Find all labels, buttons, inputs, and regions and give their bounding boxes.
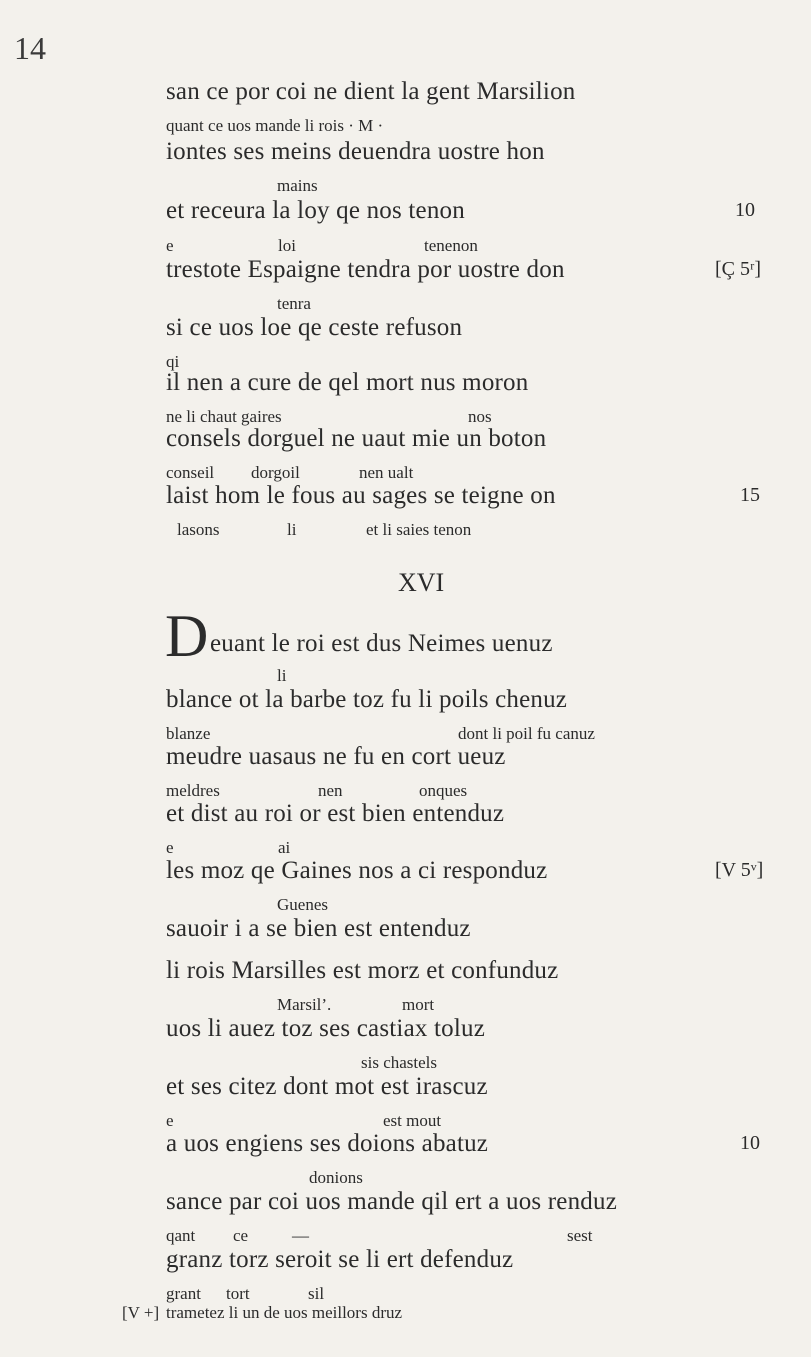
variant: dont li poil fu canuz — [458, 724, 595, 743]
variant: ai — [278, 838, 291, 857]
verse-line: consels dorguel ne uaut mie un boton — [166, 425, 547, 452]
variant: ce — [233, 1226, 249, 1245]
variant: nen ualt — [359, 463, 414, 482]
verse-line: meudre uasaus ne fu en cort ueuz — [166, 743, 506, 770]
variant: lasons — [177, 520, 220, 539]
verse-line: il nen a cure de qel mort nus moron — [166, 369, 529, 396]
variant: quant ce uos mande li rois · M · — [166, 116, 384, 135]
variant: mains — [277, 176, 318, 195]
verse-line: si ce uos loe qe ceste refuson — [166, 314, 463, 341]
variant: meldres — [166, 781, 220, 800]
verse-line: sance par coi uos mande qil ert a uos renduz — [166, 1188, 617, 1215]
verse-line: les moz qe Gaines nos a ci responduz — [166, 857, 548, 884]
variant: blanze — [166, 724, 211, 743]
verse-line: a uos engiens ses doions abatuz — [166, 1130, 489, 1157]
variant: li — [277, 666, 287, 685]
variant: et li saies tenon — [366, 520, 472, 539]
verse-line: et dist au roi or est bien entenduz — [166, 800, 505, 827]
verse-line: sauoir i a se bien est entenduz — [166, 915, 471, 942]
variant: e — [166, 236, 174, 255]
verse-line: et receura la loy qe nos tenon — [166, 197, 465, 224]
variant: — — [292, 1226, 309, 1245]
variant: e — [166, 838, 174, 857]
line-number: 15 — [740, 484, 760, 506]
variant: conseil — [166, 463, 215, 482]
added-line: trametez li un de uos meillors druz — [166, 1303, 403, 1322]
line-number: 10 — [735, 199, 755, 221]
variant: tort — [226, 1284, 250, 1303]
verse-line: euant le roi est dus Neimes uenuz — [210, 630, 553, 657]
variant: qi — [166, 352, 180, 371]
variant: li — [287, 520, 297, 539]
variant: sest — [567, 1226, 593, 1245]
variant: Guenes — [277, 895, 328, 914]
variant: qant — [166, 1226, 196, 1245]
variant: sil — [308, 1284, 325, 1303]
laisse-heading: XVI — [398, 568, 445, 597]
variant: sis chastels — [361, 1053, 438, 1072]
page-number: 14 — [14, 30, 46, 66]
verse-line: laist hom le fous au sages se teigne on — [166, 482, 556, 509]
variant: est mout — [383, 1111, 442, 1130]
verse-line: blance ot la barbe toz fu li poils chenuz — [166, 686, 568, 713]
variant: tenenon — [424, 236, 478, 255]
variant: e — [166, 1111, 174, 1130]
verse-line: et ses citez dont mot est irascuz — [166, 1073, 488, 1100]
folio-reference: [V 5ᵛ] — [715, 859, 764, 881]
verse-line: uos li auez toz ses castiax toluz — [166, 1015, 486, 1042]
variant: grant — [166, 1284, 201, 1303]
verse-line: granz torz seroit se li ert defenduz — [166, 1246, 514, 1273]
variant: ne li chaut gaires — [166, 407, 282, 426]
folio-reference: [V +] — [122, 1303, 160, 1322]
variant: Marsil’. — [277, 995, 332, 1014]
verse-line: li rois Marsilles est morz et confunduz — [166, 957, 559, 984]
variant: tenra — [277, 294, 311, 313]
variant: dorgoil — [251, 463, 300, 482]
line-number: 10 — [740, 1132, 760, 1154]
drop-cap: D — [165, 603, 209, 669]
folio-reference: [Ç 5ʳ] — [715, 258, 762, 280]
variant: loi — [278, 236, 296, 255]
variant: mort — [402, 995, 435, 1014]
variant: donions — [309, 1168, 363, 1187]
verse-line: trestote Espaigne tendra por uostre don — [166, 256, 565, 283]
variant: nen — [318, 781, 343, 800]
variant: nos — [468, 407, 492, 426]
verse-line: san ce por coi ne dient la gent Marsilion — [166, 78, 576, 105]
verse-line: iontes ses meins deuendra uostre hon — [166, 138, 545, 165]
variant: onques — [419, 781, 468, 800]
